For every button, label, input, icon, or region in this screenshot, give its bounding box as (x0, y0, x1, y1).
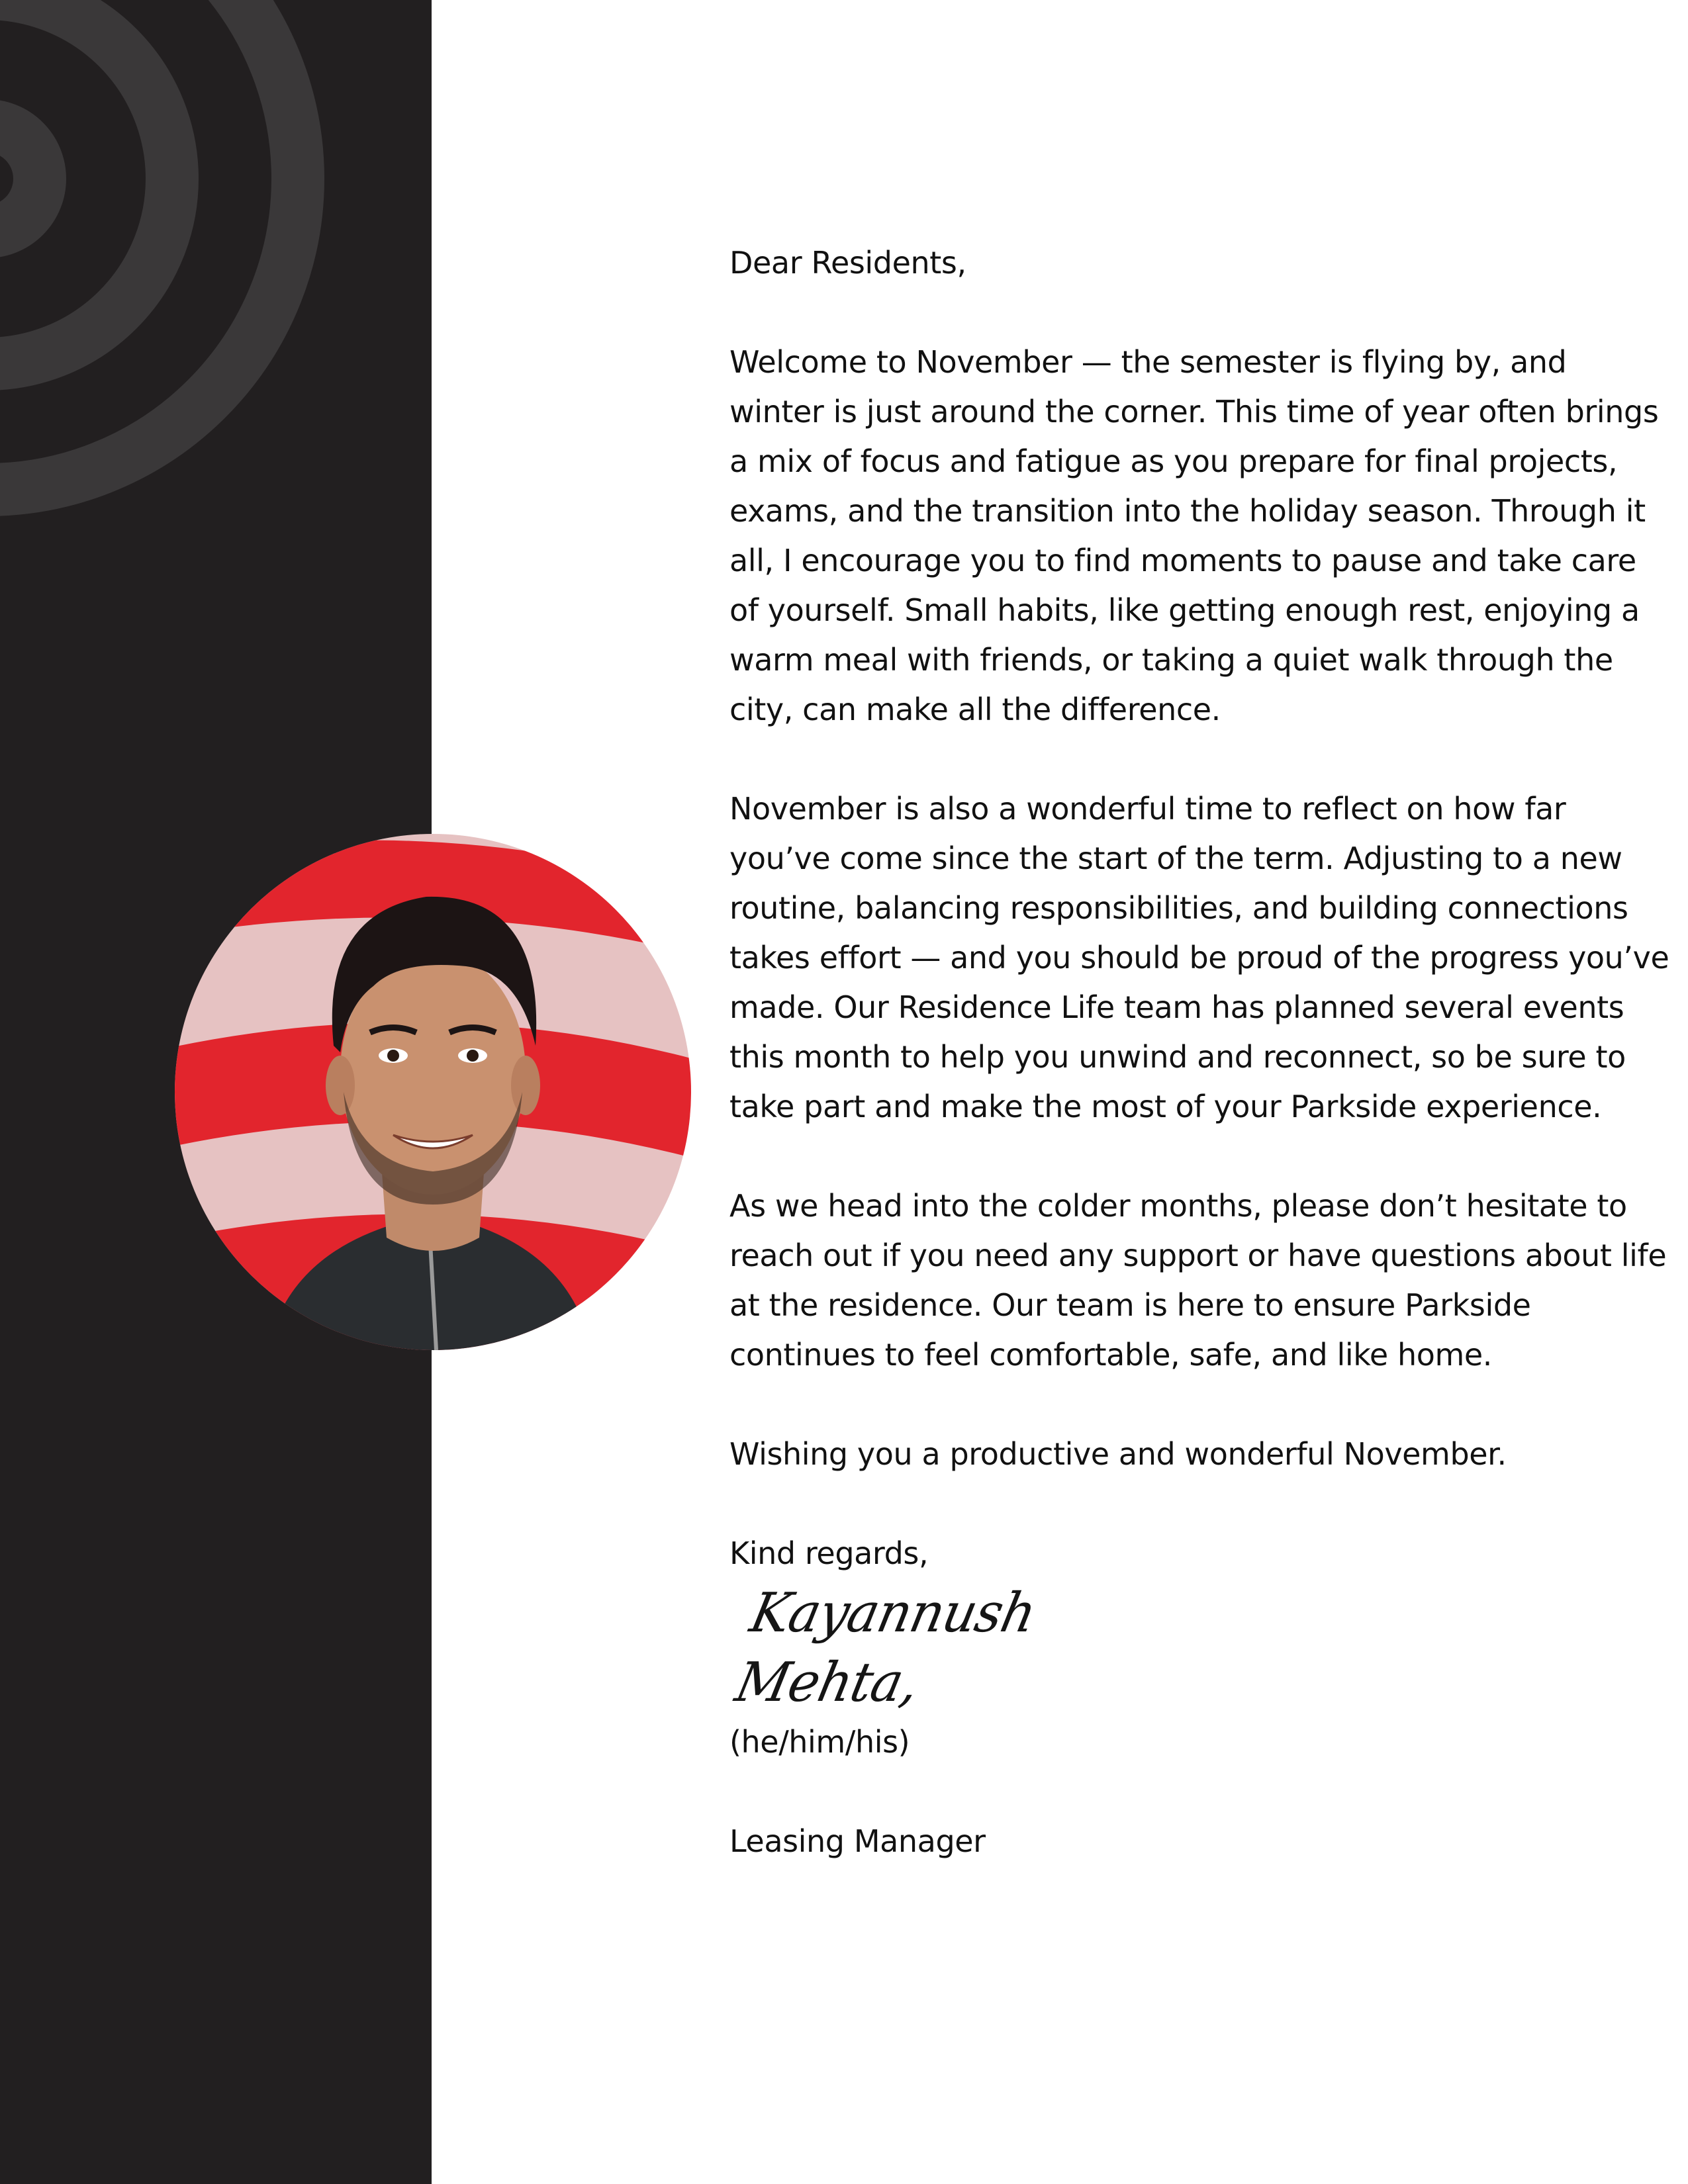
letter-closing: Kind regards, (729, 1535, 929, 1571)
signature: Kayannush Mehta, (730, 1582, 1041, 1714)
portrait-photo (175, 834, 691, 1350)
signer-title: Leasing Manager (729, 1823, 986, 1859)
arc-ring-inner (0, 126, 40, 232)
letter-paragraph-4: Wishing you a productive and wonderful November. (729, 1436, 1507, 1472)
concentric-arcs-decoration (0, 0, 432, 695)
letter-paragraph-3: As we head into the colder months, please don’t hesitate to reach out if you need any support or have questions about life at the residence. Our team is here to ensure Parkside continues to feel comfortable, safe, and like home. (729, 1188, 1667, 1373)
letter-greeting: Dear Residents, (729, 245, 966, 281)
signer-pronouns: (he/him/his) (729, 1724, 910, 1760)
letter-body (729, 238, 1669, 1866)
letter-paragraph-2: November is also a wonderful time to reflect on how far you’ve come since the start of the term. Adjusting to a new routine, balancing responsibilities, and building connections takes effort — and you should be proud of the progress you’ve made. Our Residence Life team has planned several events this month to help you unwind and reconnect, so be sure to take part and make the most of your Parkside experience. (729, 791, 1669, 1124)
letter-paragraph-1: Welcome to November — the semester is flying by, and winter is just around the corner. This time of year often brings a mix of focus and fatigue as you prepare for final projects, exams, and the transition into the holiday season. Through it all, I encourage you to find moments to pause and take care of yourself. Small habits, like getting enough rest, enjoying a warm meal with friends, or taking a quiet walk through the city, can make all the difference. (729, 344, 1659, 727)
